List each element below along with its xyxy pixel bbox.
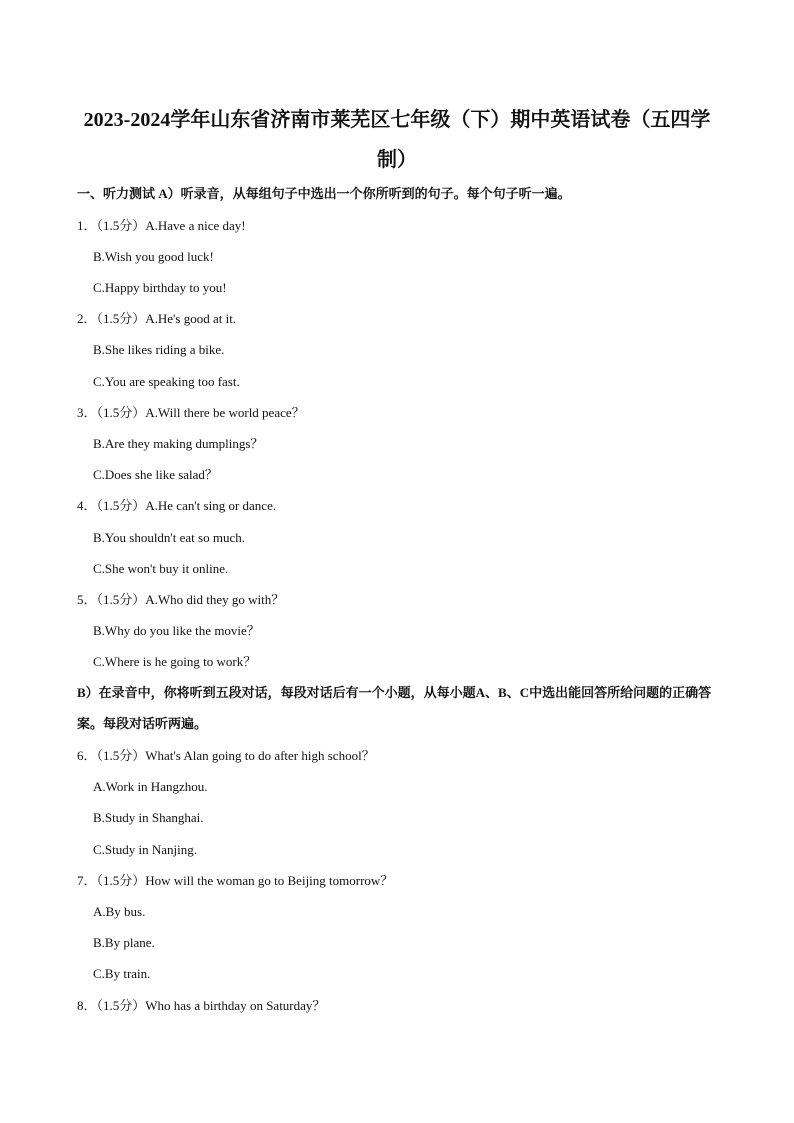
question-3-option-c: C.Does she like salad？ — [93, 467, 218, 482]
question-5-option-b: B.Why do you like the movie？ — [93, 623, 260, 638]
question-3-option-b: B.Are they making dumplings？ — [93, 436, 264, 451]
question-5-option-c: C.Where is he going to work？ — [93, 654, 257, 669]
question-1-option-c: C.Happy birthday to you! — [93, 280, 227, 295]
question-6-stem: 6．（1.5分）What's Alan going to do after high school？ — [77, 748, 375, 763]
page-title: 2023-2024学年山东省济南市莱芜区七年级（下）期中英语试卷（五四学制） — [83, 109, 711, 171]
question-6-option-a: A.Work in Hangzhou. — [93, 779, 208, 794]
question-1-stem: 1．（1.5分）A.Have a nice day! — [77, 218, 246, 233]
question-7-option-a: A.By bus. — [93, 904, 146, 919]
question-5-stem: 5．（1.5分）A.Who did they go with？ — [77, 592, 285, 607]
question-7-option-b: B.By plane. — [93, 935, 155, 950]
question-4-option-b: B.You shouldn't eat so much. — [93, 530, 245, 545]
question-7-option-c: C.By train. — [93, 966, 151, 981]
section-b-heading: B）在录音中，你将听到五段对话，每段对话后有一个小题，从每小题A、B、C中选出能回答所给问题的正确答案。每段对话听两遍。 — [77, 685, 712, 731]
question-4-option-c: C.She won't buy it online. — [93, 561, 229, 576]
section-a-heading: 一、听力测试 A）听录音，从每组句子中选出一个你所听到的句子。每个句子听一遍。 — [77, 186, 571, 201]
question-2-option-c: C.You are speaking too fast. — [93, 374, 240, 389]
question-4-stem: 4．（1.5分）A.He can't sing or dance. — [77, 498, 277, 513]
question-2-stem: 2．（1.5分）A.He's good at it. — [77, 311, 237, 326]
question-1-option-b: B.Wish you good luck! — [93, 249, 214, 264]
question-7-stem: 7．（1.5分）How will the woman go to Beijing tomorrow？ — [77, 873, 394, 888]
question-6-option-b: B.Study in Shanghai. — [93, 810, 204, 825]
question-8-stem: 8．（1.5分）Who has a birthday on Saturday？ — [77, 998, 326, 1013]
question-2-option-b: B.She likes riding a bike. — [93, 342, 225, 357]
question-3-stem: 3．（1.5分）A.Will there be world peace？ — [77, 405, 305, 420]
question-6-option-c: C.Study in Nanjing. — [93, 842, 198, 857]
